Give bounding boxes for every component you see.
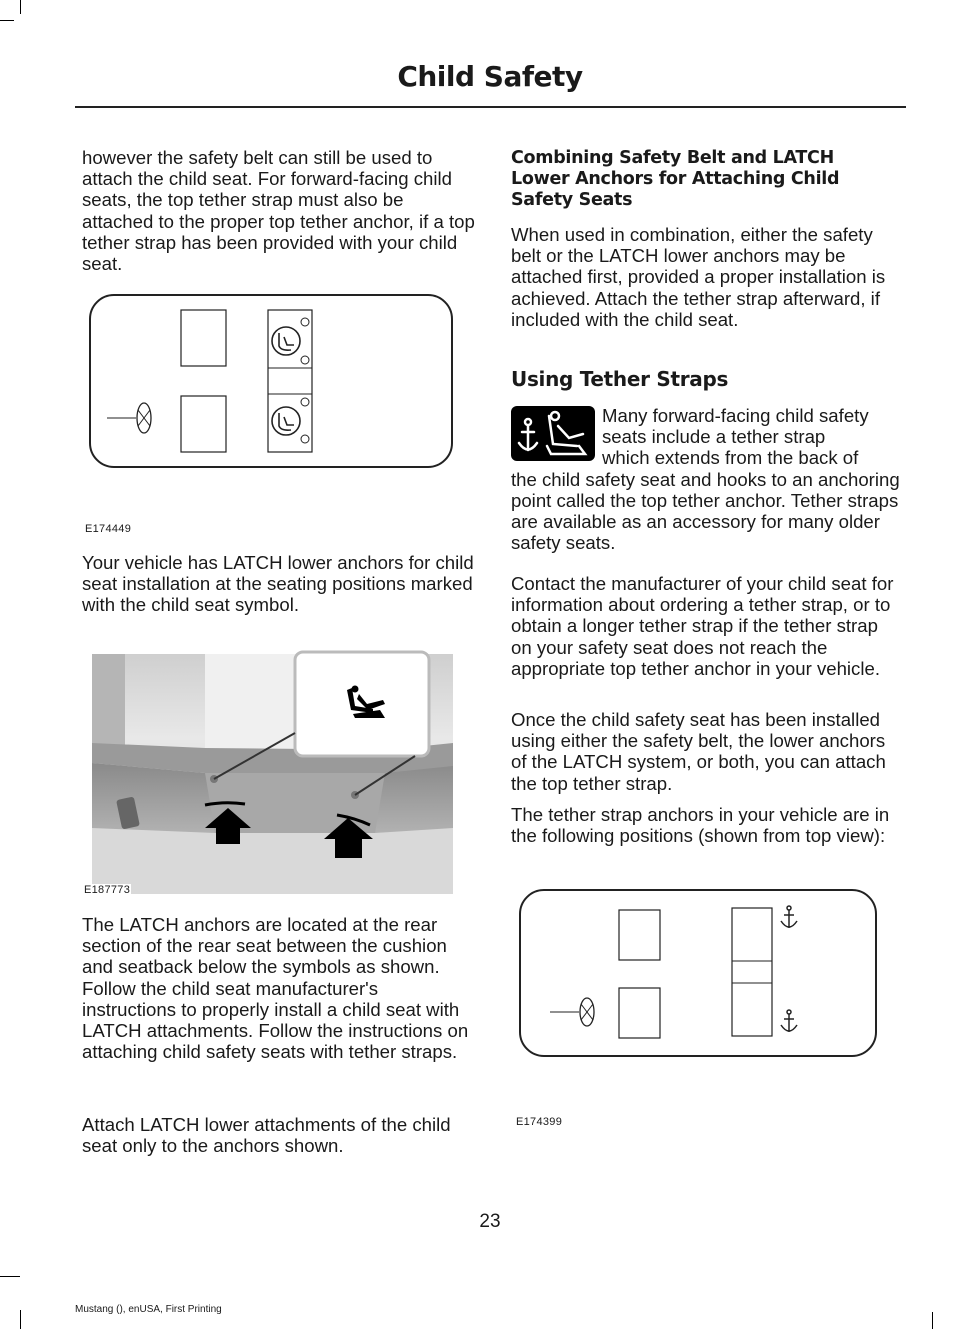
- paragraph: Contact the manufacturer of your child seat for information about ordering a tether strap, or to obtain a longer tether strap if the tether strap on your safety seat does not reach the appropriate top tether anchor in your vehicle.: [511, 573, 894, 679]
- page-number: 23: [479, 1211, 501, 1232]
- paragraph: [511, 405, 903, 553]
- section-heading: Using Tether Straps: [511, 367, 729, 391]
- paragraph-line: seats include a tether strap: [602, 426, 826, 448]
- crop-mark: [0, 20, 14, 21]
- figure-label: E174449: [85, 523, 132, 535]
- crop-mark: [20, 0, 21, 14]
- page-title: Child Safety: [397, 60, 583, 93]
- anchor-icon: [781, 906, 797, 928]
- paragraph: however the safety belt can still be used to attach the child seat. For forward-facing child seats, the top tether strap must also be attached to the proper top tether anchor, if a top tether strap has been provided with your child seat.: [82, 147, 475, 275]
- paragraph-line: which extends from the back of: [602, 447, 859, 469]
- paragraph: The tether strap anchors in your vehicle are in the following positions (shown from top view):: [511, 804, 890, 847]
- paragraph: Attach LATCH lower attachments of the child seat only to the anchors shown.: [82, 1114, 451, 1157]
- paragraph: Your vehicle has LATCH lower anchors for child seat installation at the seating positions marked with the child seat symbol.: [82, 552, 474, 616]
- latch-seating-diagram: [87, 293, 455, 471]
- child-seat-icon: [272, 327, 300, 355]
- section-heading: Combining Safety Belt and LATCH Lower Anchors for Attaching Child Safety Seats: [511, 148, 840, 210]
- crop-mark: [932, 1312, 933, 1329]
- tether-anchor-diagram: [517, 888, 879, 1060]
- paragraph: When used in combination, either the safety belt or the LATCH lower anchors may be attached first, provided a proper installation is achieved. Attach the tether strap afterward, if included with the child seat.: [511, 224, 886, 330]
- child-seat-icon: [272, 407, 300, 435]
- paragraph: The LATCH anchors are located at the rear section of the rear seat between the cushion and seatback below the symbols as shown. Follow the child seat manufacturer's instructions to properly install a child seat with LATCH attachments. Follow the instructions on attaching child safety seats with tether straps.: [82, 914, 469, 1063]
- figure-label: E174399: [516, 1116, 563, 1128]
- latch-anchor-photo: [85, 648, 453, 896]
- title-rule: [75, 106, 906, 108]
- crop-mark: [0, 1276, 20, 1277]
- anchor-icon: [781, 1010, 797, 1032]
- figure-label: E187773: [84, 884, 131, 896]
- footer-edition: Mustang (), enUSA, First Printing: [75, 1304, 222, 1315]
- crop-mark: [20, 1310, 21, 1329]
- paragraph-line: Many forward-facing child safety: [602, 405, 869, 426]
- paragraph-line: the child safety seat and hooks to an anchoring point called the top tether anchor. Tether straps are available as an accessory for many older safety seats.: [511, 468, 900, 554]
- paragraph: Once the child safety seat has been installed using either the safety belt, the lower anchors of the LATCH system, or both, you can attach the top tether strap.: [511, 709, 886, 794]
